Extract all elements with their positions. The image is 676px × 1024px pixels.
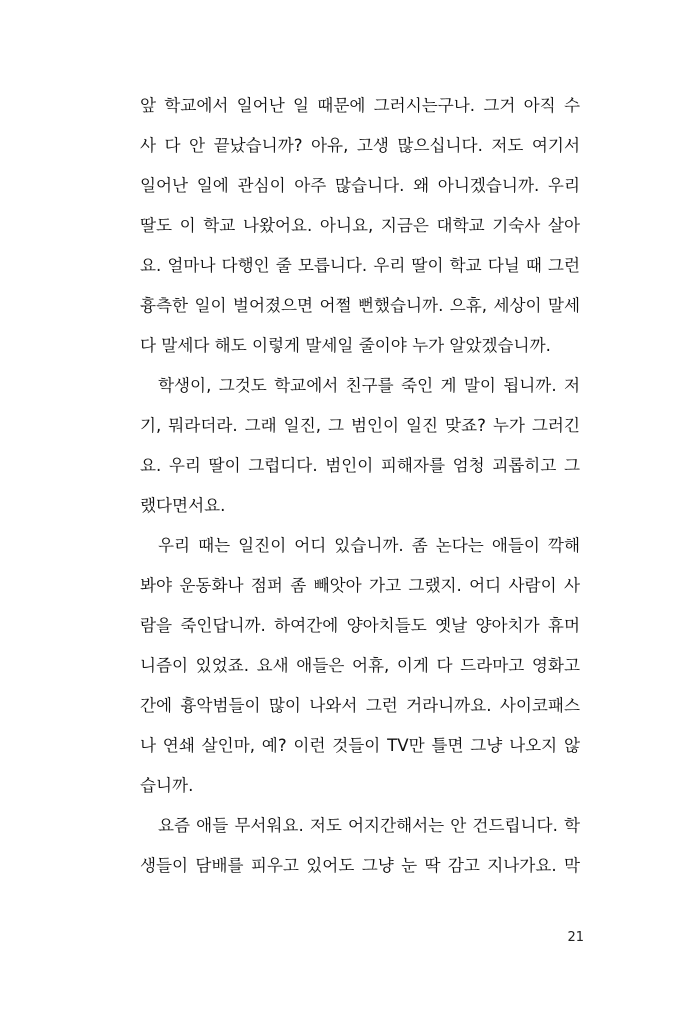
text-line: 람을 죽인답니까. 하여간에 양아치들도 옛날 양아치가 휴머	[140, 616, 580, 635]
text-line: 다 말세다 해도 이렇게 말세일 줄이야 누가 알았겠습니까.	[140, 336, 551, 355]
text-line: 요즘 애들 무서워요. 저도 어지간해서는 안 건드립니다. 학	[158, 816, 580, 835]
text-line: 학생이, 그것도 학교에서 친구를 죽인 게 말이 됩니까. 저	[158, 376, 580, 395]
text-line: 딸도 이 학교 나왔어요. 아니요, 지금은 대학교 기숙사 살아	[140, 216, 580, 235]
text-line: 봐야 운동화나 점퍼 좀 빼앗아 가고 그랬지. 어디 사람이 사	[140, 576, 580, 595]
text-line: 간에 흉악범들이 많이 나와서 그런 거라니까요. 사이코패스	[140, 696, 580, 715]
text-line: 랬다면서요.	[140, 496, 226, 515]
text-line: 요. 얼마나 다행인 줄 모릅니다. 우리 딸이 학교 다닐 때 그런	[140, 256, 580, 275]
text-line: 니즘이 있었죠. 요새 애들은 어휴, 이게 다 드라마고 영화고	[140, 656, 580, 675]
page-number: 21	[567, 930, 584, 945]
text-line: 앞 학교에서 일어난 일 때문에 그러시는구나. 그거 아직 수	[140, 96, 580, 115]
text-line: 일어난 일에 관심이 아주 많습니다. 왜 아니겠습니까. 우리	[140, 176, 580, 195]
text-line: 우리 때는 일진이 어디 있습니까. 좀 논다는 애들이 깍해	[158, 536, 580, 555]
text-line: 흉측한 일이 벌어졌으면 어쩔 뻔했습니까. 으휴, 세상이 말세	[140, 296, 580, 315]
text-line: 생들이 담배를 피우고 있어도 그냥 눈 딱 감고 지나가요. 막	[140, 856, 580, 875]
text-line: 사 다 안 끝났습니까? 아유, 고생 많으십니다. 저도 여기서	[140, 136, 580, 155]
text-line: 나 연쇄 살인마, 예? 이런 것들이 TV만 틀면 그냥 나오지 않	[140, 736, 580, 755]
text-line: 기, 뭐라더라. 그래 일진, 그 범인이 일진 맞죠? 누가 그러긴	[140, 416, 580, 435]
body-text	[140, 86, 580, 886]
text-line: 습니까.	[140, 776, 194, 795]
text-line: 요. 우리 딸이 그럽디다. 범인이 피해자를 엄청 괴롭히고 그	[140, 456, 580, 475]
